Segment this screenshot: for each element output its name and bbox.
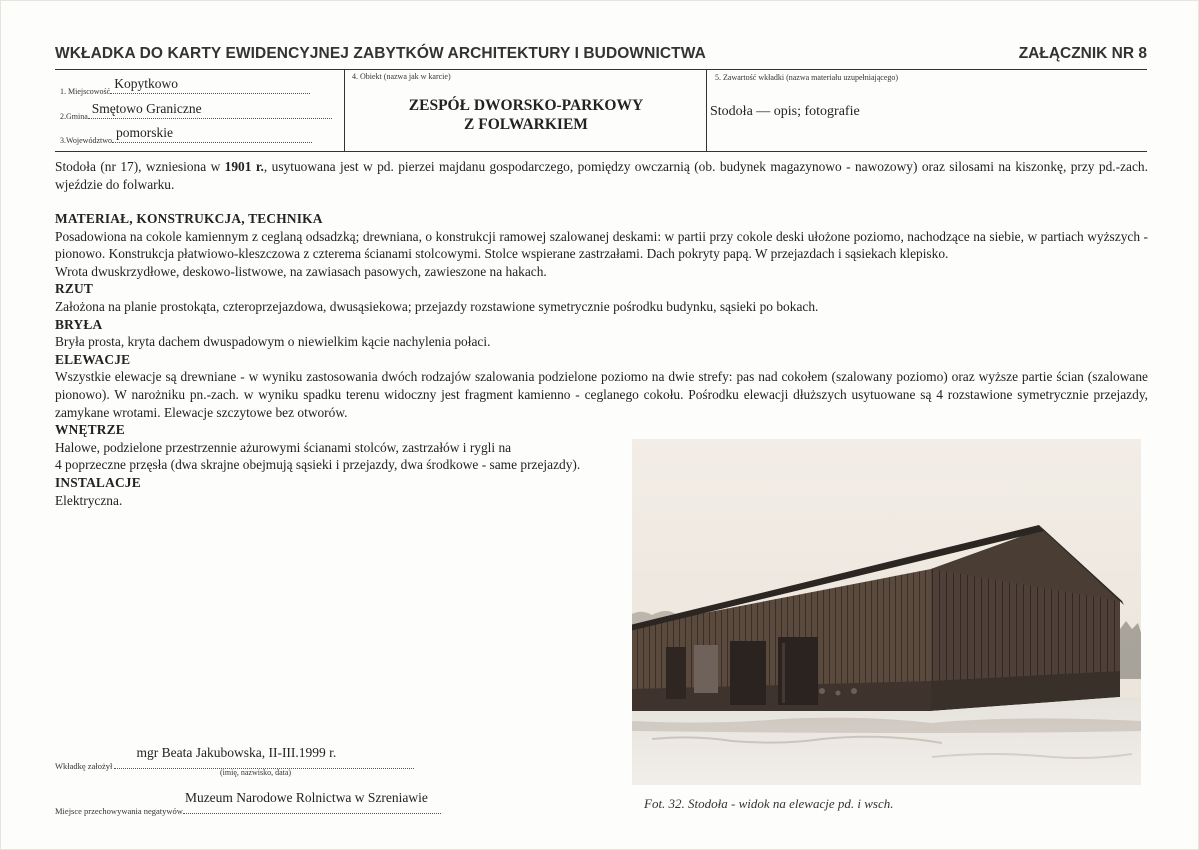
installations-text: Elektryczna. [55,492,123,508]
intro-part1: Stodoła (nr 17), wzniesiona w [55,159,225,174]
mass-heading: BRYŁA [55,316,103,332]
plan-text: Założona na planie prostokąta, czteroprzejazdowa, dwusąsiekowa; przejazdy rozstawione symetrycznie pośrodku budynku, sąsieki po bokach. [55,298,819,314]
intro-paragraph [55,158,1148,193]
intro-text [55,158,1148,193]
document-title: WKŁADKA DO KARTY EWIDENCYJNEJ ZABYTKÓW ARCHITEKTURY I BUDOWNICTWA [55,45,706,62]
author-label: Wkładkę założył [55,761,113,771]
object-title [345,96,707,134]
photo-caption: Fot. 32. Stodoła - widok na elewacje pd. i wsch. [644,796,894,811]
voivodeship-label: 3.Województwo [60,136,113,145]
material-text: Posadowiona na cokole kamiennym z ceglaną odsadzką; drewniana, o konstrukcji ramowej szalowanej deskami: w partii przy cokole deski ułożone poziomo, nachodzące na siebie, w partiach wyższych - pionowo. Konstrukcja płatwiowo-kleszczowa z czterema ścianami stolcowymi. Stolce wspierane zastrzałami. Dach pokryty papą. W przejazdach i sąsiekach klepisko. [55,228,1148,262]
storage-value: Muzeum Narodowe Rolnictwa w Szreniawie [184,790,428,805]
place-field [60,76,310,96]
contents-label: 5. Zawartość wkładki (nazwa materiału uzupełniającego) [715,73,899,82]
material-heading: MATERIAŁ, KONSTRUKCJA, TECHNIKA [55,211,323,226]
object-title-line2: Z FOLWARKIEM [464,116,588,133]
material-text-gates: Wrota dwuskrzydłowe, deskowo-listwowe, na zawiasach pasowych, zawieszone na hakach. [55,263,547,279]
object-label: 4. Obiekt (nazwa jak w karcie) [352,72,451,81]
annex-number: ZAŁĄCZNIK NR 8 [1018,45,1147,62]
elevation-text: Wszystkie elewacje są drewniane - w wyniku zastosowania dwóch rodzajów szalowania podzielone poziomo na dwie strefy: pas nad cokołem (szalowany poziomo) oraz wyższe partie ścian (szalowane pionowo). W narożniku pn.-zach. w wyniku spadku terenu widoczny jest fragment kamienno - ceglanego cokołu. Pośrodku elewacji dłuższych usytuowane są 4 rozstawione symetrycznie przejazdy, zamykane wrotami. Elewacje szczytowe bez otworów. [55,369,1148,420]
commune-value: Smętowo Graniczne [91,101,202,116]
voivodeship-field [60,125,312,145]
interior-line1: Halowe, podzielone przestrzennie ażurowymi ścianami stolców, zastrzałów i rygli na [55,439,512,455]
commune-field [60,101,332,121]
header-table [55,69,1147,152]
storage-field [55,790,441,816]
contents-value: Stodoła — opis; fotografie [710,104,860,119]
elevation-heading: ELEWACJE [55,351,131,367]
author-value: mgr Beata Jakubowska, II-III.1999 r. [136,745,337,760]
place-label: 1. Miejscowość [60,87,111,96]
barn-photo [632,439,1141,785]
installations-heading: INSTALACJE [55,474,141,490]
interior-heading: WNĘTRZE [55,422,125,438]
plan-heading: RZUT [55,281,94,297]
mass-text: Bryła prosta, kryta dachem dwuspadowym o niewielkim kącie nachylenia połaci. [55,334,491,350]
author-hint: (imię, nazwisko, data) [220,768,292,777]
storage-label: Miejsce przechowywania negatywów [55,806,183,816]
commune-label: 2.Gmina [60,112,88,121]
place-value: Kopytkowo [114,76,178,91]
interior-line2: 4 poprzeczne przęsła (dwa skrajne obejmują sąsieki i przejazdy, dwa środkowe - same przejazdy). [55,457,581,473]
voivodeship-value: pomorskie [116,125,174,140]
object-title-line1: ZESPÓŁ DWORSKO-PARKOWY [408,97,644,114]
intro-year: 1901 r. [224,159,264,174]
intro-part2: , usytuowana jest w pd. pierzei majdanu gospodarczego, pomiędzy owczarnią (ob. budynek magazynowo - nawozowy) oraz silosami na kiszonkę, przy pd.-zach. wjeździe do folwarku. [55,159,1148,192]
